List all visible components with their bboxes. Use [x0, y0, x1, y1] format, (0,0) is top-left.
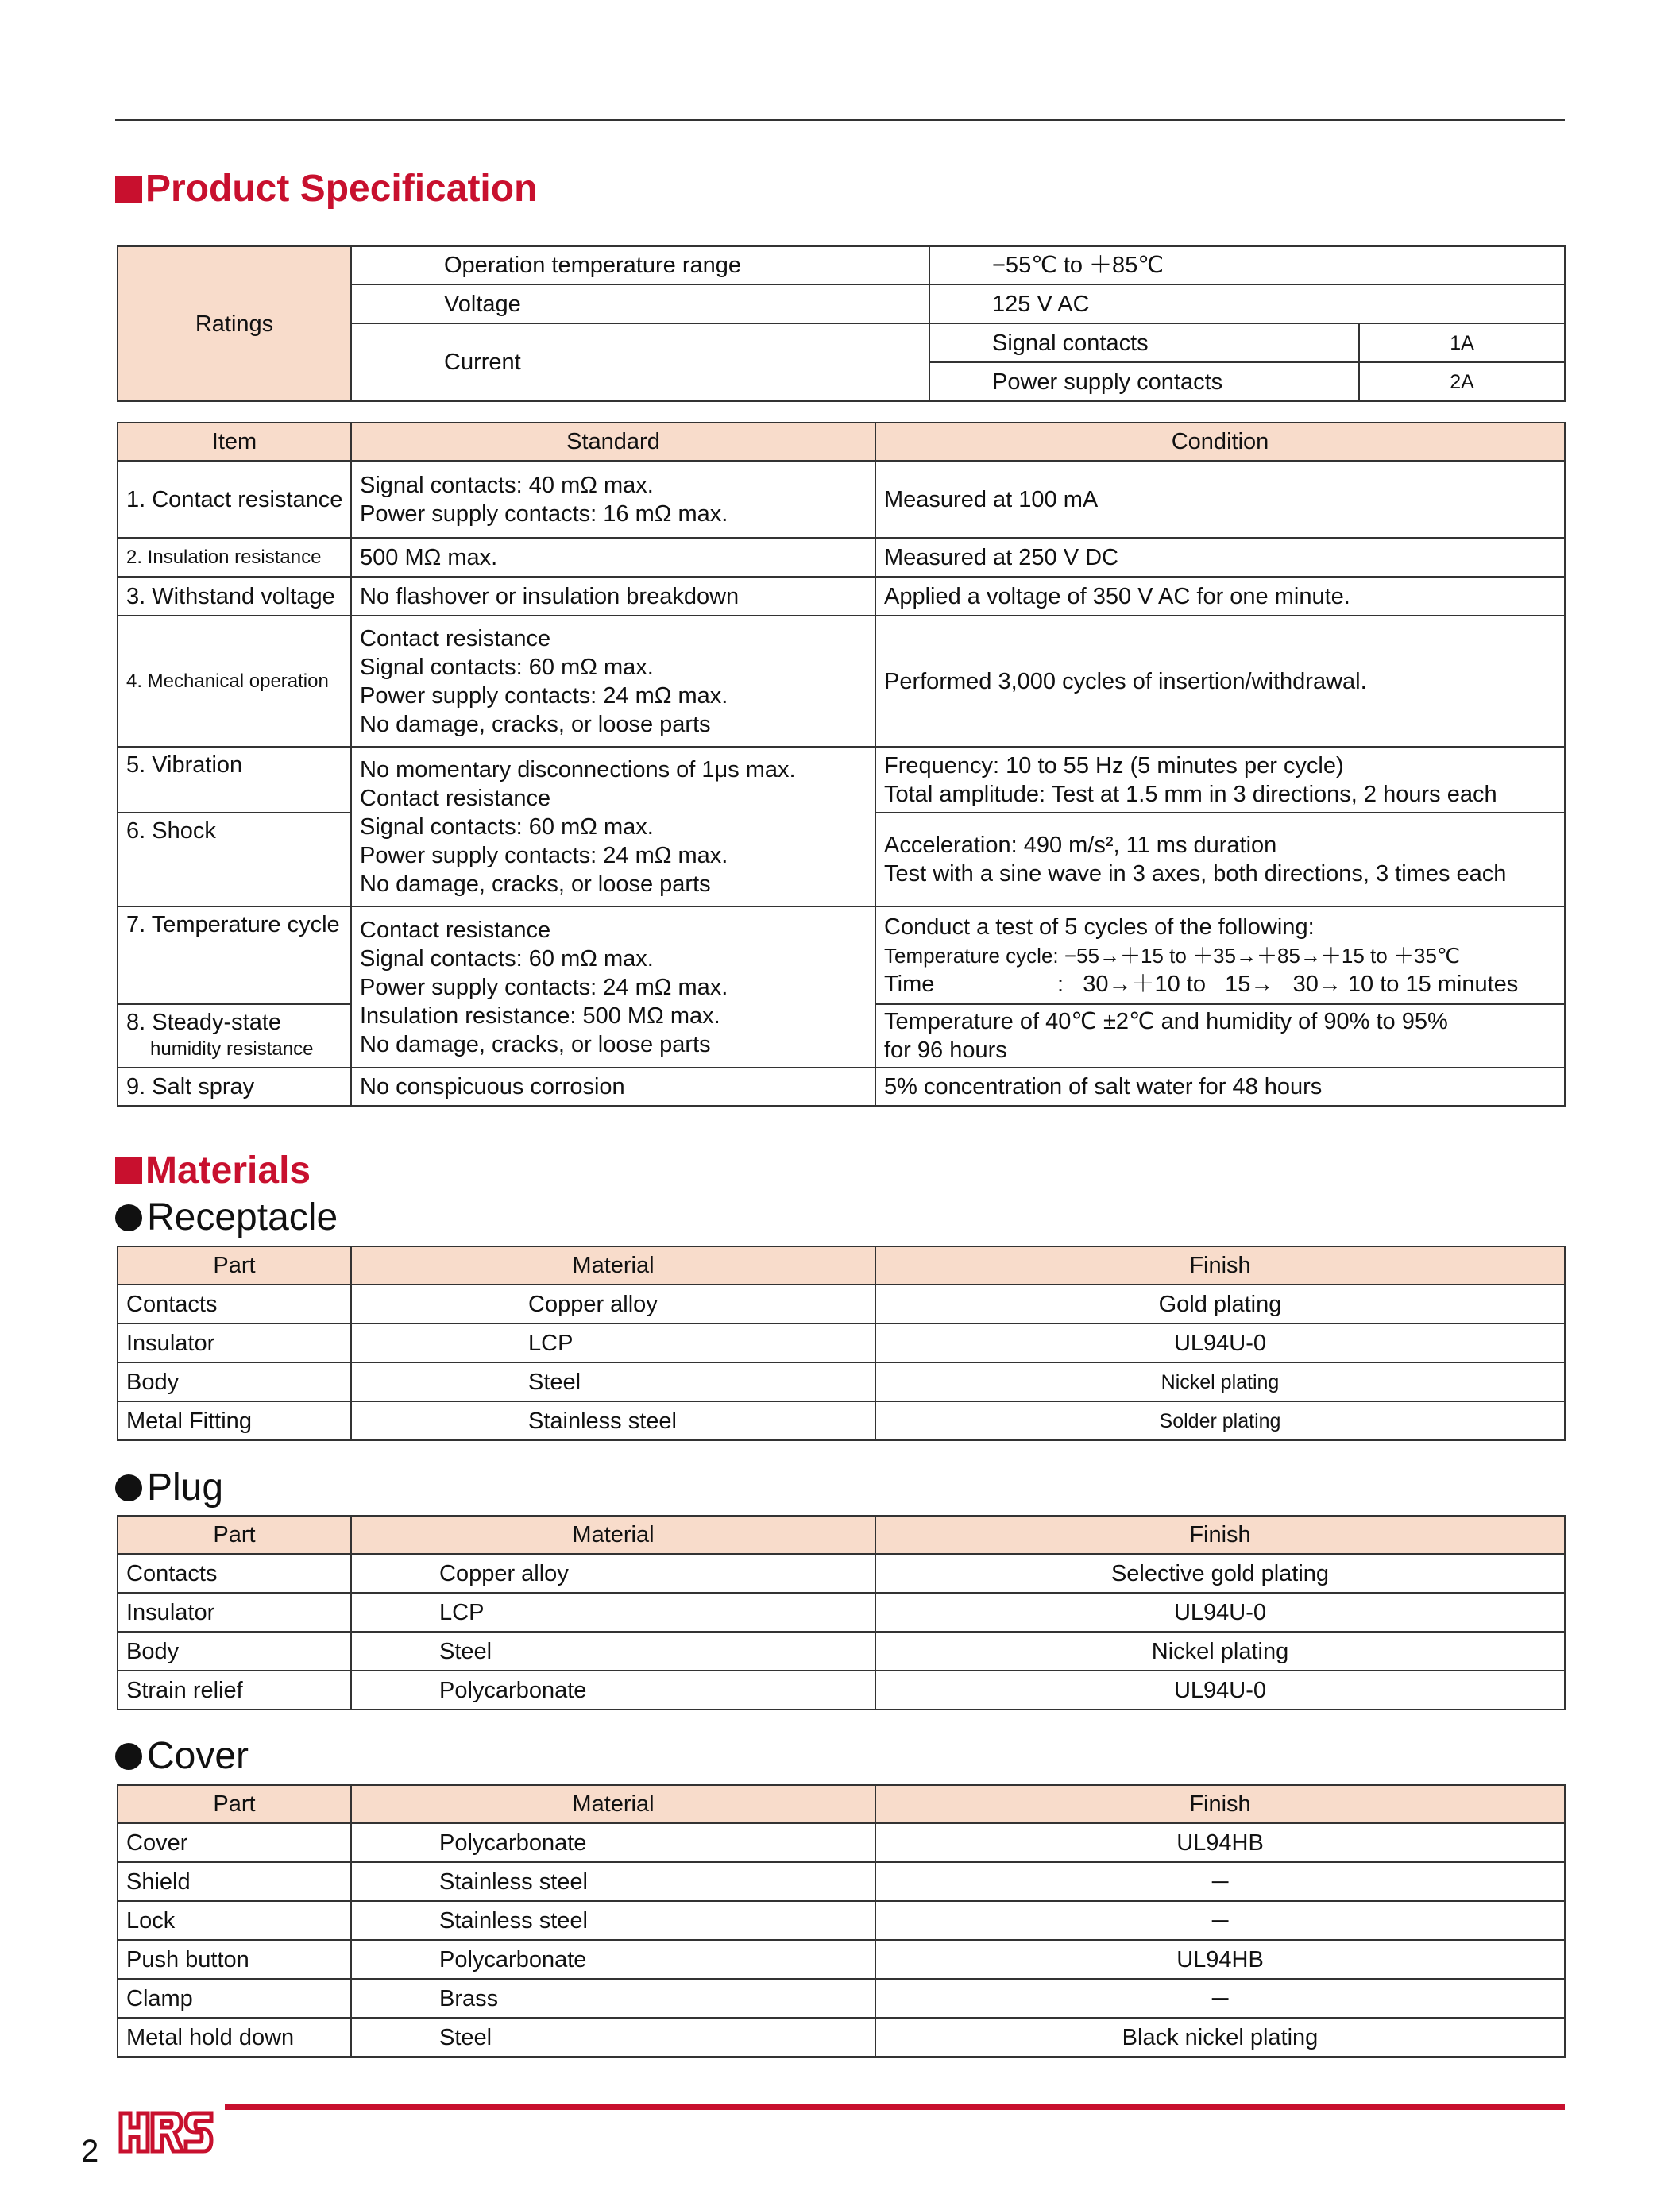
standard-line: Contact resistance: [360, 625, 551, 651]
part-cell: Strain relief: [118, 1671, 351, 1710]
item-line: 8. Steady-state: [126, 1010, 282, 1035]
cover-table: [117, 1784, 1566, 2058]
ratings-table: [117, 245, 1566, 402]
condition-line: Total amplitude: Test at 1.5 mm in 3 directions, 2 hours each: [884, 781, 1497, 807]
material-cell: Polycarbonate: [351, 1940, 875, 1979]
material-cell: LCP: [351, 1593, 875, 1632]
condition-line: Temperature of 40℃ ±2℃ and humidity of 90% to 95%: [884, 1009, 1448, 1034]
receptacle-table: [117, 1246, 1566, 1441]
finish-cell: ─: [875, 1862, 1565, 1901]
plug-title: Plug: [147, 1466, 224, 1509]
table-row: [118, 1362, 1565, 1401]
finish-cell: Solder plating: [875, 1401, 1565, 1440]
condition-cell: Measured at 250 V DC: [875, 538, 1565, 577]
material-cell: Polycarbonate: [351, 1823, 875, 1862]
power-contacts-value: 2A: [1359, 362, 1565, 401]
plug-heading: [115, 1464, 223, 1512]
standard-line: Power supply contacts: 24 mΩ max.: [360, 974, 728, 1000]
item-cell: 6. Shock: [118, 813, 351, 906]
plug-table: [117, 1515, 1566, 1710]
condition-cell: [875, 747, 1565, 813]
item-cell: 5. Vibration: [118, 747, 351, 813]
table-row: [118, 906, 1565, 1004]
material-cell: Steel: [351, 1632, 875, 1671]
part-cell: Clamp: [118, 1979, 351, 2018]
standard-line: No damage, cracks, or loose parts: [360, 711, 711, 737]
circle-bullet-icon: [115, 1743, 142, 1770]
condition-line: Acceleration: 490 m/s², 11 ms duration: [884, 833, 1277, 858]
footer-rule: [225, 2104, 1565, 2110]
finish-header: Finish: [875, 1516, 1565, 1554]
condition-line: Conduct a test of 5 cycles of the following:: [884, 914, 1315, 940]
material-cell: Polycarbonate: [351, 1671, 875, 1710]
top-divider: [115, 119, 1565, 121]
finish-header: Finish: [875, 1785, 1565, 1823]
finish-header: Finish: [875, 1246, 1565, 1285]
table-row: [118, 1862, 1565, 1901]
materials-title: Materials: [145, 1150, 311, 1192]
item-cell: 3. Withstand voltage: [118, 577, 351, 616]
part-cell: Cover: [118, 1823, 351, 1862]
condition-line: Temperature cycle: −55→＋15 to ＋35→＋85→＋15 to ＋35℃: [884, 943, 1461, 968]
op-temp-value: −55℃ to ＋85℃: [929, 246, 1565, 284]
standard-line: Contact resistance: [360, 785, 551, 811]
item-header: Item: [118, 423, 351, 461]
table-row: [118, 1285, 1565, 1323]
table-row: [118, 1979, 1565, 2018]
part-cell: Insulator: [118, 1593, 351, 1632]
table-row: [118, 747, 1565, 813]
part-cell: Metal Fitting: [118, 1401, 351, 1440]
table-row: [118, 1901, 1565, 1940]
condition-line: Frequency: 10 to 55 Hz (5 minutes per cycle): [884, 752, 1344, 779]
finish-cell: UL94U-0: [875, 1593, 1565, 1632]
receptacle-heading: [115, 1194, 338, 1242]
page-number: 2: [81, 2134, 99, 2169]
standard-cell: 500 MΩ max.: [351, 538, 875, 577]
part-header: Part: [118, 1516, 351, 1554]
time-label: Time: [884, 971, 935, 997]
power-contacts-label: Power supply contacts: [929, 362, 1359, 401]
material-cell: Stainless steel: [351, 1862, 875, 1901]
part-cell: Contacts: [118, 1554, 351, 1593]
condition-header: Condition: [875, 423, 1565, 461]
item-cell: 7. Temperature cycle: [118, 906, 351, 1004]
cover-title: Cover: [147, 1735, 249, 1777]
condition-cell: Performed 3,000 cycles of insertion/withdrawal.: [875, 616, 1565, 747]
circle-bullet-icon: [115, 1474, 142, 1501]
standard-line: Signal contacts: 60 mΩ max.: [360, 654, 654, 680]
square-bullet-icon: [115, 176, 142, 203]
condition-cell: 5% concentration of salt water for 48 hours: [875, 1068, 1565, 1106]
standard-line: No damage, cracks, or loose parts: [360, 871, 711, 897]
standard-header: Standard: [351, 423, 875, 461]
finish-cell: UL94U-0: [875, 1671, 1565, 1710]
standard-line: Power supply contacts: 16 mΩ max.: [360, 500, 728, 527]
table-row: [118, 1671, 1565, 1710]
material-cell: Copper alloy: [351, 1285, 875, 1323]
finish-cell: UL94HB: [875, 1823, 1565, 1862]
condition-line: for 96 hours: [884, 1037, 1007, 1063]
material-cell: Steel: [351, 2018, 875, 2057]
standard-cell: [351, 747, 875, 906]
part-cell: Shield: [118, 1862, 351, 1901]
product-spec-title: Product Specification: [145, 168, 538, 210]
standard-cell: [351, 461, 875, 538]
standard-line: Power supply contacts: 24 mΩ max.: [360, 842, 728, 868]
table-row: [118, 461, 1565, 538]
condition-cell: [875, 906, 1565, 1004]
part-header: Part: [118, 1785, 351, 1823]
op-temp-label: Operation temperature range: [351, 246, 929, 284]
condition-cell: [875, 813, 1565, 906]
item-cell: 2. Insulation resistance: [118, 538, 351, 577]
standard-line: Contact resistance: [360, 917, 551, 943]
spec-table: [117, 422, 1566, 1107]
part-cell: Insulator: [118, 1323, 351, 1362]
table-row: [118, 1401, 1565, 1440]
table-row: [118, 1068, 1565, 1106]
voltage-label: Voltage: [351, 284, 929, 323]
standard-line: Signal contacts: 60 mΩ max.: [360, 945, 654, 972]
table-row: [118, 1823, 1565, 1862]
condition-line: Test with a sine wave in 3 axes, both directions, 3 times each: [884, 861, 1507, 887]
standard-cell: No conspicuous corrosion: [351, 1068, 875, 1106]
part-cell: Body: [118, 1632, 351, 1671]
material-header: Material: [351, 1785, 875, 1823]
part-cell: Lock: [118, 1901, 351, 1940]
materials-heading: [115, 1147, 311, 1195]
table-row: [118, 1632, 1565, 1671]
item-line: humidity resistance: [150, 1038, 314, 1060]
part-header: Part: [118, 1246, 351, 1285]
finish-cell: Nickel plating: [875, 1632, 1565, 1671]
product-spec-heading: [115, 165, 537, 213]
table-row: [118, 577, 1565, 616]
finish-cell: ─: [875, 1979, 1565, 2018]
table-row: [118, 616, 1565, 747]
condition-cell: Measured at 100 mA: [875, 461, 1565, 538]
finish-cell: ─: [875, 1901, 1565, 1940]
item-cell: 9. Salt spray: [118, 1068, 351, 1106]
finish-cell: UL94U-0: [875, 1323, 1565, 1362]
standard-cell: [351, 906, 875, 1068]
table-row: [118, 2018, 1565, 2057]
finish-cell: Selective gold plating: [875, 1554, 1565, 1593]
item-cell: 4. Mechanical operation: [118, 616, 351, 747]
standard-line: Signal contacts: 40 mΩ max.: [360, 472, 654, 498]
table-row: [118, 1554, 1565, 1593]
finish-cell: Black nickel plating: [875, 2018, 1565, 2057]
material-cell: Brass: [351, 1979, 875, 2018]
signal-contacts-label: Signal contacts: [929, 323, 1359, 362]
signal-contacts-value: 1A: [1359, 323, 1565, 362]
material-cell: Stainless steel: [351, 1901, 875, 1940]
material-cell: LCP: [351, 1323, 875, 1362]
table-row: [118, 1323, 1565, 1362]
material-cell: Stainless steel: [351, 1401, 875, 1440]
standard-line: Signal contacts: 60 mΩ max.: [360, 813, 654, 840]
ratings-label: Ratings: [118, 246, 351, 401]
material-cell: Copper alloy: [351, 1554, 875, 1593]
square-bullet-icon: [115, 1157, 142, 1184]
standard-line: Power supply contacts: 24 mΩ max.: [360, 682, 728, 709]
voltage-value: 125 V AC: [929, 284, 1565, 323]
condition-cell: Applied a voltage of 350 V AC for one minute.: [875, 577, 1565, 616]
table-row: [118, 1593, 1565, 1632]
part-cell: Push button: [118, 1940, 351, 1979]
part-cell: Contacts: [118, 1285, 351, 1323]
part-cell: Metal hold down: [118, 2018, 351, 2057]
standard-cell: No flashover or insulation breakdown: [351, 577, 875, 616]
table-row: [118, 1940, 1565, 1979]
finish-cell: UL94HB: [875, 1940, 1565, 1979]
standard-line: No damage, cracks, or loose parts: [360, 1031, 711, 1057]
table-row: [118, 538, 1565, 577]
material-cell: Steel: [351, 1362, 875, 1401]
receptacle-title: Receptacle: [147, 1196, 338, 1238]
time-values: : 30→＋10 to 15→ 30→ 10 to 15 minutes: [1057, 971, 1519, 997]
finish-cell: Gold plating: [875, 1285, 1565, 1323]
condition-cell: [875, 1004, 1565, 1068]
standard-cell: [351, 616, 875, 747]
part-cell: Body: [118, 1362, 351, 1401]
circle-bullet-icon: [115, 1204, 142, 1231]
material-header: Material: [351, 1246, 875, 1285]
standard-line: Insulation resistance: 500 MΩ max.: [360, 1003, 720, 1029]
finish-cell: Nickel plating: [875, 1362, 1565, 1401]
standard-line: No momentary disconnections of 1μs max.: [360, 756, 796, 782]
current-label: Current: [351, 323, 929, 401]
item-cell: [118, 1004, 351, 1068]
hrs-logo: [118, 2107, 214, 2158]
material-header: Material: [351, 1516, 875, 1554]
item-cell: 1. Contact resistance: [118, 461, 351, 538]
condition-line: [884, 970, 1556, 999]
cover-heading: [115, 1733, 249, 1780]
